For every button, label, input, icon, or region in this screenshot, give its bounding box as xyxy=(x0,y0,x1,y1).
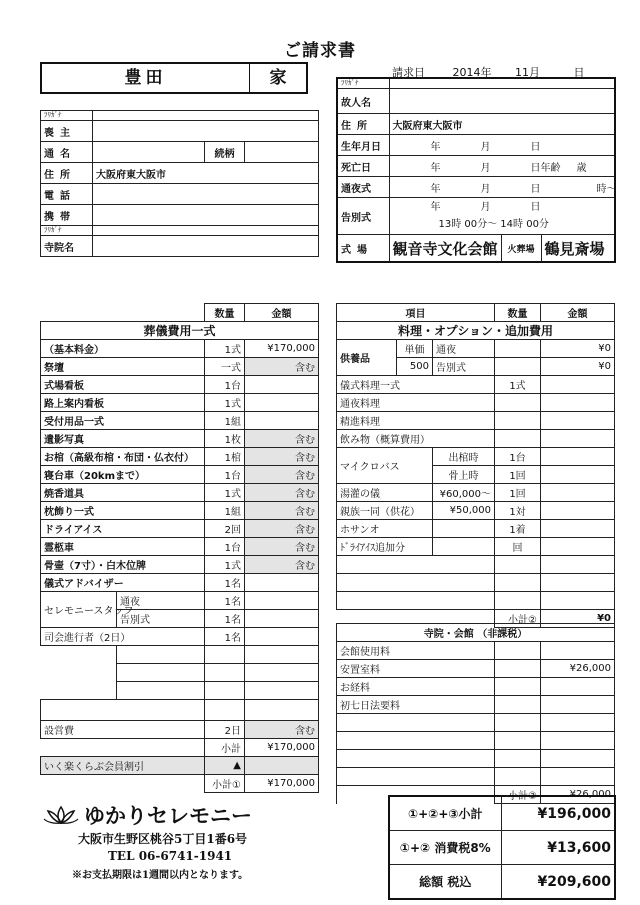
death-label: 死亡日 xyxy=(337,156,389,177)
funeral-amount: 含む xyxy=(245,520,319,538)
options-amount xyxy=(541,412,615,430)
options-amount xyxy=(541,376,615,394)
funeral-amount xyxy=(245,574,319,592)
relation-label: 続柄 xyxy=(205,142,245,163)
options-qty xyxy=(495,412,541,430)
funeral-item: （基本料金） xyxy=(41,340,205,358)
options-qty xyxy=(495,394,541,412)
funeral-row xyxy=(41,358,319,376)
funeral-row xyxy=(41,376,319,394)
options-amount xyxy=(541,394,615,412)
deceased-address-label: 住所 xyxy=(337,114,389,135)
options-price xyxy=(433,520,495,538)
grand-subtotal-label: ①+②+③小計 xyxy=(389,796,501,831)
funeral-item: 枕飾り一式 xyxy=(41,502,205,520)
funeral-qty: 1式 xyxy=(205,394,245,412)
funeral-amount xyxy=(245,394,319,412)
total-value: ¥209,600 xyxy=(501,865,615,900)
options-qty: 1回 xyxy=(495,484,541,502)
funeral-item: 遺影写真 xyxy=(41,430,205,448)
funeral-row xyxy=(41,520,319,538)
funeral-item: 寝台車（20kmまで） xyxy=(41,466,205,484)
options-qty: 回 xyxy=(495,538,541,556)
client-address-value[interactable]: 大阪府東大阪市 xyxy=(93,163,319,184)
offering-wake-label: 通夜 xyxy=(433,340,495,358)
options-price: ¥50,000 xyxy=(433,502,495,520)
birth-value[interactable]: 年 月 日 xyxy=(389,135,615,156)
funeral-item: 路上案内看板 xyxy=(41,394,205,412)
company-logo xyxy=(44,800,252,830)
funeral-row xyxy=(41,502,319,520)
client-address-label: 住所 xyxy=(41,163,93,184)
farewell-label: 告別式 xyxy=(337,198,389,235)
funeral-item: 祭壇 xyxy=(41,358,205,376)
options-amount xyxy=(541,520,615,538)
funeral-amount: 含む xyxy=(245,556,319,574)
subtotal3-value: ¥26,000 xyxy=(541,786,615,804)
mourner-value[interactable] xyxy=(93,121,319,142)
funeral-qty: 1台 xyxy=(205,538,245,556)
options-amount xyxy=(541,430,615,448)
funeral-qty: 1名 xyxy=(205,574,245,592)
bus-back-label: 骨上時 xyxy=(433,466,495,484)
options-table xyxy=(336,303,615,628)
tax-value: ¥13,600 xyxy=(501,831,615,865)
funeral-row xyxy=(41,448,319,466)
funeral-qty: 一式 xyxy=(205,358,245,376)
payment-note: ※お支払期限は1週間以内となります。 xyxy=(72,870,249,881)
staff-wake-qty: 1名 xyxy=(205,592,245,610)
options-row xyxy=(337,430,615,448)
funeral-item: 焼香道具 xyxy=(41,484,205,502)
funeral-row xyxy=(41,394,319,412)
options-item: 精進料理 xyxy=(337,412,495,430)
temple-qty xyxy=(495,678,541,696)
temple-item: 会館使用料 xyxy=(337,642,495,660)
options-row xyxy=(337,502,615,520)
options-rows-extra xyxy=(337,484,615,556)
microbus-label: マイクロバス xyxy=(337,448,433,484)
issue-day: 日 xyxy=(573,66,585,79)
common-name-value[interactable] xyxy=(93,142,205,163)
funeral-amount: 含む xyxy=(245,502,319,520)
subtotal3-label: 小計③ xyxy=(495,786,541,804)
phone-value[interactable] xyxy=(93,184,319,205)
subtotal2-value: ¥0 xyxy=(541,610,615,628)
options-item: 飲み物（概算費用） xyxy=(337,430,495,448)
funeral-item: 骨壷（7寸）・白木位牌 xyxy=(41,556,205,574)
discount-label: いく楽くらぶ会員割引 xyxy=(41,757,205,775)
lotus-icon xyxy=(44,805,78,825)
age-label: 年齢 xyxy=(540,162,561,174)
totals-table xyxy=(388,795,616,900)
funeral-amount: 含む xyxy=(245,466,319,484)
funeral-row xyxy=(41,556,319,574)
funeral-qty: 1台 xyxy=(205,376,245,394)
options-col-item: 項目 xyxy=(337,304,495,322)
tax-label: ①+② 消費税8% xyxy=(389,831,501,865)
temple-table xyxy=(336,623,615,804)
subtotal2-label: 小計② xyxy=(495,610,541,628)
age-unit: 歳 xyxy=(576,162,587,174)
funeral-amount: 含む xyxy=(245,448,319,466)
options-rows xyxy=(337,376,615,448)
funeral-row xyxy=(41,484,319,502)
temple-furigana: ﾌﾘｶﾞﾅ xyxy=(41,226,93,236)
deceased-address-value[interactable]: 大阪府東大阪市 xyxy=(389,114,615,135)
total-label: 総額 税込 xyxy=(389,865,501,900)
issue-month: 11月 xyxy=(515,66,540,79)
options-item: 親族一同（供花） xyxy=(337,502,433,520)
phone-label: 電話 xyxy=(41,184,93,205)
options-price xyxy=(433,538,495,556)
company-tel: TEL 06-6741-1941 xyxy=(108,849,233,863)
offering-farewell-label: 告別式 xyxy=(433,358,495,376)
offering-label: 供養品 xyxy=(337,340,397,376)
unit-price-label: 単価 xyxy=(397,340,433,358)
options-qty: 1式 xyxy=(495,376,541,394)
funeral-item: 儀式アドバイザー xyxy=(41,574,205,592)
funeral-qty: 1式 xyxy=(205,340,245,358)
temple-rows xyxy=(337,642,615,714)
funeral-row xyxy=(41,574,319,592)
funeral-col-qty: 数量 xyxy=(205,304,245,322)
options-item: ﾄﾞﾗｲｱｲｽ追加分 xyxy=(337,538,433,556)
funeral-row xyxy=(41,340,319,358)
funeral-item: 式場看板 xyxy=(41,376,205,394)
options-row xyxy=(337,412,615,430)
mc-qty: 1名 xyxy=(205,628,245,646)
temple-name-value[interactable] xyxy=(93,236,319,257)
funeral-amount xyxy=(245,412,319,430)
client-furigana: ﾌﾘｶﾞﾅ xyxy=(41,111,93,121)
funeral-qty: 1枚 xyxy=(205,430,245,448)
temple-qty xyxy=(495,642,541,660)
funeral-qty: 1台 xyxy=(205,466,245,484)
mobile-label: 携帯 xyxy=(41,205,93,226)
company-address: 大阪市生野区桃谷5丁目1番6号 xyxy=(78,832,248,846)
temple-row xyxy=(337,660,615,678)
funeral-rows xyxy=(41,340,319,592)
funeral-qty: 1組 xyxy=(205,412,245,430)
family-name: 豊田 xyxy=(42,64,250,92)
funeral-header: 葬儀費用一式 xyxy=(41,322,319,340)
company-name: ゆかりセレモニー xyxy=(84,804,252,828)
bus-out-label: 出棺時 xyxy=(433,448,495,466)
temple-row xyxy=(337,678,615,696)
options-col-qty: 数量 xyxy=(495,304,541,322)
options-row xyxy=(337,394,615,412)
page-title: ご請求書 xyxy=(284,41,356,61)
options-row xyxy=(337,484,615,502)
temple-qty xyxy=(495,696,541,714)
funeral-amount: 含む xyxy=(245,484,319,502)
funeral-qty: 1棺 xyxy=(205,448,245,466)
temple-item: お経料 xyxy=(337,678,495,696)
funeral-qty: 1組 xyxy=(205,502,245,520)
temple-row xyxy=(337,642,615,660)
offering-price: 500 xyxy=(397,358,433,376)
funeral-row xyxy=(41,538,319,556)
staff-farewell-label: 告別式 xyxy=(117,610,205,628)
deceased-name-label: 故人名 xyxy=(337,89,389,114)
funeral-cost-table xyxy=(40,303,319,793)
funeral-row xyxy=(41,466,319,484)
subtotal-value: ¥170,000 xyxy=(245,739,319,757)
options-item: 湯灌の儀 xyxy=(337,484,433,502)
offering-farewell-amount: ¥0 xyxy=(541,358,615,376)
options-row xyxy=(337,520,615,538)
staff-farewell-qty: 1名 xyxy=(205,610,245,628)
company-contact xyxy=(78,831,247,865)
options-amount xyxy=(541,538,615,556)
family-suffix: 家 xyxy=(269,68,287,88)
options-item: 通夜料理 xyxy=(337,394,495,412)
funeral-qty: 1式 xyxy=(205,556,245,574)
venue-label: 式場 xyxy=(337,235,389,263)
subtotal-label: 小計 xyxy=(205,739,245,757)
deceased-furigana: ﾌﾘｶﾞﾅ xyxy=(337,78,389,89)
mobile-value[interactable] xyxy=(93,205,319,226)
options-price: ¥60,000〜 xyxy=(433,484,495,502)
setup-qty: 2日 xyxy=(205,721,245,739)
family-name-box xyxy=(40,62,308,94)
discount-mark: ▲ xyxy=(205,757,245,775)
temple-amount xyxy=(541,678,615,696)
wake-value[interactable]: 年 月 日 時〜 xyxy=(389,177,615,198)
setup-label: 設営費 xyxy=(41,721,205,739)
mc-label: 司会進行者（2日） xyxy=(41,628,205,646)
options-item: ホサンオ xyxy=(337,520,433,538)
temple-item: 安置室料 xyxy=(337,660,495,678)
funeral-amount: 含む xyxy=(245,358,319,376)
options-amount xyxy=(541,484,615,502)
relation-value[interactable] xyxy=(245,142,319,163)
options-amount xyxy=(541,502,615,520)
staff-wake-label: 通夜 xyxy=(117,592,205,610)
temple-header: 寺院・会館 （非課税） xyxy=(337,624,615,642)
common-name-label: 通名 xyxy=(41,142,93,163)
issue-year: 2014年 xyxy=(452,66,492,79)
death-value[interactable]: 年 月 日年齢 歳 xyxy=(389,156,615,177)
temple-item: 初七日法要料 xyxy=(337,696,495,714)
staff-label: セレモニースタッフ xyxy=(41,592,117,628)
funeral-qty: 2回 xyxy=(205,520,245,538)
issue-date-label: 請求日 xyxy=(392,66,425,79)
temple-name-label: 寺院名 xyxy=(41,236,93,257)
funeral-amount: 含む xyxy=(245,430,319,448)
options-row xyxy=(337,538,615,556)
farewell-times: 13時 00分〜 14時 00分 xyxy=(438,219,549,230)
options-header: 料理・オプション・追加費用 xyxy=(337,322,615,340)
funeral-item: 霊柩車 xyxy=(41,538,205,556)
farewell-value[interactable]: 年 月 日 13時 00分〜 14時 00分 xyxy=(389,198,615,235)
client-table xyxy=(40,110,319,257)
funeral-item: ドライアイス xyxy=(41,520,205,538)
funeral-item: 受付用品一式 xyxy=(41,412,205,430)
funeral-amount xyxy=(245,376,319,394)
options-qty: 1対 xyxy=(495,502,541,520)
mourner-label: 喪主 xyxy=(41,121,93,142)
funeral-qty: 1式 xyxy=(205,484,245,502)
bus-out-qty: 1台 xyxy=(495,448,541,466)
temple-amount xyxy=(541,642,615,660)
options-item: 儀式料理一式 xyxy=(337,376,495,394)
offering-wake-amount: ¥0 xyxy=(541,340,615,358)
temple-amount: ¥26,000 xyxy=(541,660,615,678)
deceased-name-value[interactable] xyxy=(389,89,615,114)
wake-label: 通夜式 xyxy=(337,177,389,198)
funeral-row xyxy=(41,412,319,430)
funeral-amount: ¥170,000 xyxy=(245,340,319,358)
temple-amount xyxy=(541,696,615,714)
options-col-amount: 金額 xyxy=(541,304,615,322)
funeral-amount: 含む xyxy=(245,538,319,556)
options-qty xyxy=(495,430,541,448)
options-row xyxy=(337,376,615,394)
funeral-row xyxy=(41,430,319,448)
setup-amount: 含む xyxy=(245,721,319,739)
bus-back-qty: 1回 xyxy=(495,466,541,484)
temple-row xyxy=(337,696,615,714)
options-qty: 1着 xyxy=(495,520,541,538)
temple-qty xyxy=(495,660,541,678)
deceased-table xyxy=(336,77,616,263)
funeral-col-amount: 金額 xyxy=(245,304,319,322)
funeral-item: お棺（高級布棺・布団・仏衣付） xyxy=(41,448,205,466)
grand-subtotal-value: ¥196,000 xyxy=(501,796,615,831)
subtotal1-label: 小計① xyxy=(205,775,245,793)
venue-value: 観音寺文化会館 xyxy=(389,235,501,263)
subtotal1-value: ¥170,000 xyxy=(245,775,319,793)
birth-label: 生年月日 xyxy=(337,135,389,156)
crematory-label: 火葬場 xyxy=(501,235,541,263)
crematory-value: 鶴見斎場 xyxy=(541,235,615,263)
